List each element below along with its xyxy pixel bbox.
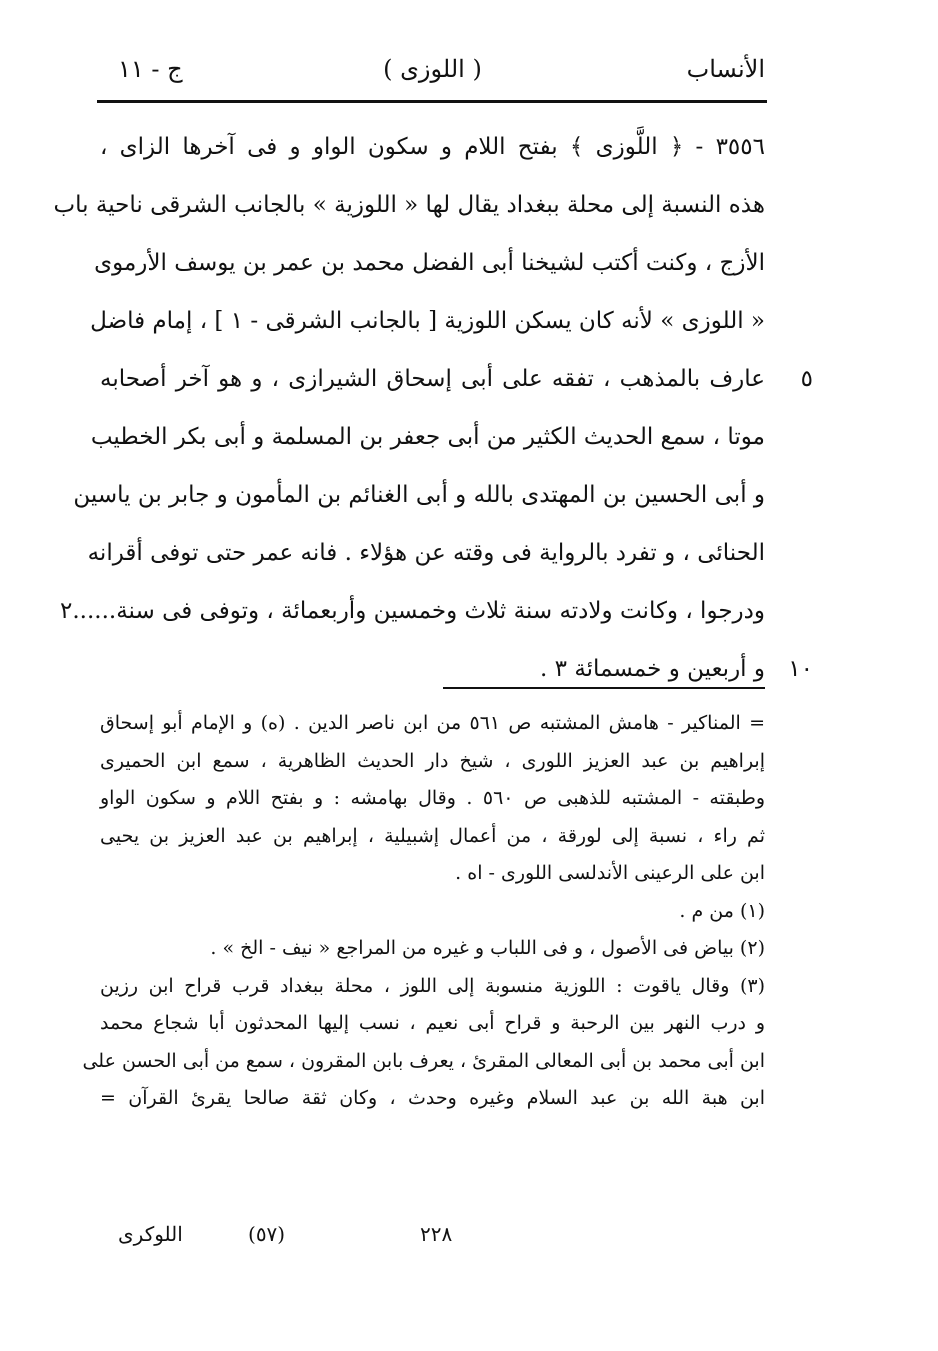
footnote-line: ثم راء ، نسبة إلى لورقة ، من أعمال إشبيلية ، إبراهيم بن عبد العزيز بن يحيى: [100, 824, 765, 847]
footnote-line: ابن على الرعينى الأندلسى اللورى - اه .: [455, 862, 765, 884]
catchword: اللوكرى: [118, 1222, 183, 1246]
footnote-line: = المناكير - هامش المشتبه ص ٥٦١ من ابن ناصر الدين . (ه) و الإمام أبو إسحاق: [100, 712, 765, 734]
header-rule: [97, 100, 767, 103]
text-line: ٥ عارف بالمذهب ، تفقه على أبى إسحاق الشيرازى ، و هو آخر أصحابه: [100, 350, 765, 408]
main-text: [53, 118, 813, 698]
running-header: [100, 55, 765, 95]
footnote-line: ابن هبة الله بن عبد السلام وغيره وحدث ، وكان ثقة صالحا يقرئ القرآن =: [100, 1087, 765, 1109]
text-line: الأزج ، وكنت أكتب لشيخنا أبى الفضل محمد بن عمر بن يوسف الأرموى: [94, 250, 765, 276]
text-line: ٣٥٥٦ - ﴿ اللَّوزى ﴾ بفتح اللام و سكون الواو و فى آخرها الزاى ،: [100, 134, 765, 160]
signature-number: (٥٧): [248, 1222, 286, 1246]
text-line: ودرجوا ، وكانت ولادته سنة ثلاث وخمسين وأربعمائة ، وتوفى فى سنة......٢: [60, 598, 765, 624]
footnote-line: (٢) بياض فى الأصول ، و فى اللباب و غيره من المراجع « نيف - الخ » .: [210, 937, 765, 959]
line-number: ١٠: [788, 656, 813, 682]
page-number: ٢٢٨: [420, 1222, 453, 1246]
footnote-line: و درب النهر بين الرحبة و قراح أبى نعيم ، نسب إليها المحدثون أبا شجاع محمد: [100, 1012, 765, 1034]
volume-label: ج - ١١: [118, 55, 183, 83]
text-line: موتا ، سمع الحديث الكثير من أبى جعفر بن المسلمة و أبى بكر الخطيب: [90, 424, 765, 450]
line-number: ٥: [800, 366, 813, 392]
text-line: « اللوزى » لأنه كان يسكن اللوزية [ بالجانب الشرقى - ١ ] ، إمام فاضل: [90, 308, 765, 334]
footnote-line: إبراهيم بن عبد العزيز اللورى ، شيخ دار الحديث الظاهرية ، سمع ابن الحميرى: [100, 749, 765, 772]
footnote-line: (١) من م .: [679, 899, 765, 922]
footnote-line: وطبقته - المشتبه للذهبى ص ٥٦٠ . وقال بهامشه : و بفتح اللام و سكون الواو: [100, 787, 765, 809]
text-line: هذه النسبة إلى محلة ببغداد يقال لها « اللوزية » بالجانب الشرقى ناحية باب: [53, 192, 765, 218]
text-line: ١٠ و أربعين و خمسمائة ٣ .: [100, 640, 765, 698]
footnote-line: (٣) وقال ياقوت : اللوزية منسوبة إلى اللوز ، محلة ببغداد قرب قراح ابن رزين: [100, 974, 765, 997]
entry-title: ( اللوزى ): [383, 55, 482, 83]
book-title: الأنساب: [686, 55, 765, 83]
text-line: الحنائى ، و تفرد بالرواية فى وقته عن هؤلاء . فانه عمر حتى توفى أقرانه: [87, 540, 765, 566]
footnote-rule: [443, 687, 765, 689]
text-line: و أبى الحسين بن المهتدى بالله و أبى الغنائم بن المأمون و جابر بن ياسين: [73, 482, 765, 508]
footnotes: [82, 705, 765, 1118]
page-footer: [100, 1222, 765, 1256]
footnote-line: ابن أبى محمد بن أبى المعالى المقرئ ، يعرف بابن المقرون ، سمع من أبى الحسن على: [82, 1049, 765, 1072]
